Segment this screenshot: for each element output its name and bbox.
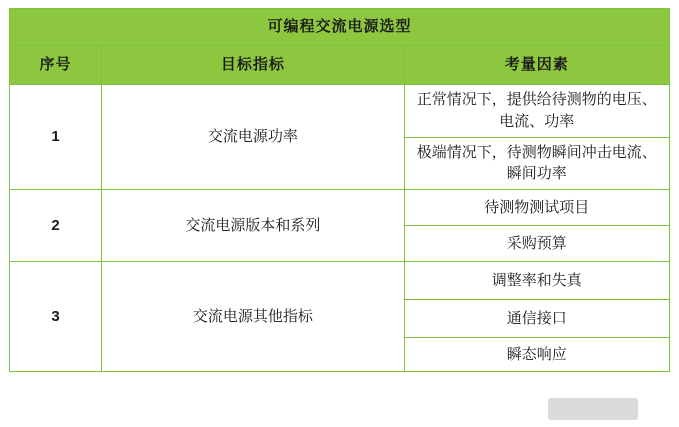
row-factor-1-2: 极端情况下，待测物瞬间冲击电流、瞬间功率	[404, 137, 669, 190]
row-goal-3: 交流电源其他指标	[102, 262, 404, 372]
document-page	[0, 8, 679, 427]
row-factor-3-1: 调整率和失真	[404, 262, 669, 300]
table-title-row	[10, 9, 670, 46]
image-smudge-artifact	[548, 398, 638, 420]
column-header-index: 序号	[10, 46, 102, 85]
spec-table	[9, 8, 670, 372]
table-header-row	[10, 46, 670, 85]
row-index-1: 1	[10, 85, 102, 190]
row-factor-2-1: 待测物测试项目	[404, 190, 669, 226]
row-factor-3-3: 瞬态响应	[404, 338, 669, 372]
column-header-goal: 目标指标	[102, 46, 404, 85]
row-index-2: 2	[10, 190, 102, 262]
row-factor-2-2: 采购预算	[404, 226, 669, 262]
column-header-factor: 考量因素	[404, 46, 669, 85]
table-row	[10, 190, 670, 226]
table-row	[10, 262, 670, 300]
row-goal-1: 交流电源功率	[102, 85, 404, 190]
table-title: 可编程交流电源选型	[10, 9, 670, 46]
row-factor-1-1: 正常情况下，提供给待测物的电压、电流、功率	[404, 85, 669, 138]
row-goal-2: 交流电源版本和系列	[102, 190, 404, 262]
row-factor-3-2: 通信接口	[404, 300, 669, 338]
table-row	[10, 85, 670, 138]
row-index-3: 3	[10, 262, 102, 372]
